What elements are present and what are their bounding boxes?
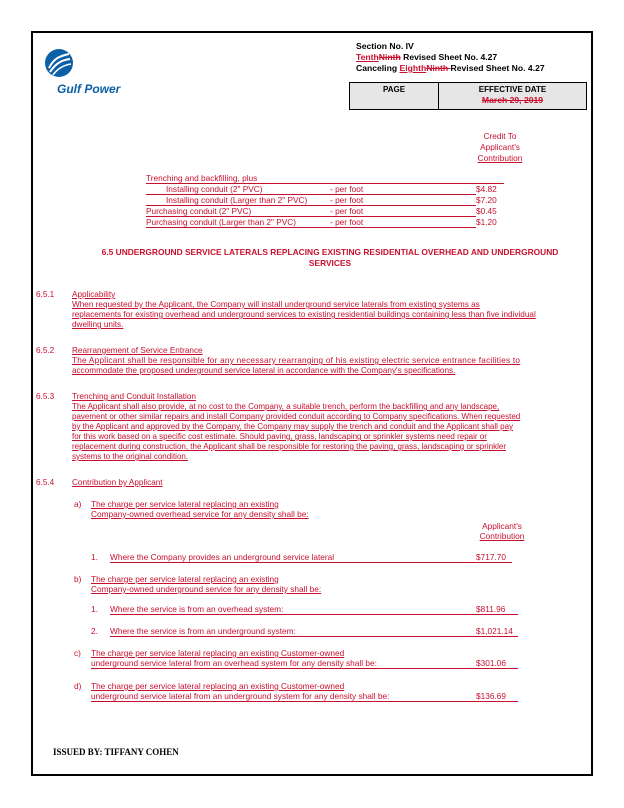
item-d-row (91, 691, 518, 702)
section-6-5-3-title: Trenching and Conduit Installation (72, 392, 196, 401)
logo-text: Gulf Power (57, 82, 121, 96)
effective-date-box (438, 82, 587, 110)
item-b-label: b) (74, 574, 82, 584)
credit-row-label: Installing conduit (Larger than 2" PVC) (166, 195, 308, 205)
item-c-text (91, 648, 518, 669)
sheet-suffix: Revised Sheet No. 4.27 (400, 52, 498, 62)
section-title (60, 247, 600, 269)
credit-heading-3: Contribution (477, 153, 523, 163)
section-6-5-1-number: 6.5.1 (36, 290, 55, 299)
credit-row (146, 184, 497, 195)
credit-row-label: Purchasing conduit (2" PVC) (146, 206, 252, 216)
item-b2-row (110, 626, 518, 637)
credit-row-label: Installing conduit (2" PVC) (166, 184, 263, 194)
credit-row-label: Trenching and backfilling, plus (146, 173, 258, 183)
page-box (349, 82, 439, 110)
gulf-power-logo (44, 48, 164, 98)
credit-row (146, 173, 504, 184)
cancel-prefix: Canceling (356, 63, 400, 73)
item-line: underground service lateral from an overhead system for any density shall be: (91, 658, 377, 668)
applicant-contribution-heading (472, 521, 532, 541)
item-line: The charge per service lateral replacing an existing Customer-owned (91, 681, 345, 691)
section-6-5-2-body (72, 356, 588, 376)
item-a-label: a) (74, 499, 82, 509)
heading-line: Applicant's (482, 521, 522, 531)
item-b-text (91, 574, 321, 594)
section-6-5-2-title: Rearrangement of Service Entrance (72, 346, 203, 355)
heading-line: Contribution (479, 531, 525, 541)
item-line: underground service lateral from an underground system for any density shall be: (91, 691, 390, 701)
gulf-power-logo-icon (44, 48, 74, 78)
credit-row-label: Purchasing conduit (Larger than 2" PVC) (146, 217, 297, 227)
canceling-line (356, 63, 545, 74)
item-b1-number: 1. (91, 604, 98, 614)
section-number: Section No. IV (356, 41, 414, 51)
issued-by: ISSUED BY: TIFFANY COHEN (53, 747, 179, 757)
body-line: for this work based on a specific cost estimate. Should paving, grass, landscaping or sprinkler systems need repair or (72, 432, 487, 441)
body-line: pavement or other similar repairs and install Company provided conduit according to Company specifications. When requested (72, 412, 521, 421)
item-line: Company-owned overhead service for any density shall be: (91, 509, 309, 519)
item-b1-value: $811.96 (476, 604, 506, 614)
cancel-old-ordinal: Ninth (426, 63, 451, 73)
credit-row-value: $4.82 (476, 184, 497, 194)
credit-row-unit: - per foot (330, 217, 364, 227)
credit-row-unit: - per foot (330, 184, 364, 194)
sheet-line (356, 52, 497, 63)
section-6-5-1-body (72, 300, 588, 330)
credit-row (146, 206, 497, 217)
sheet-new-ordinal: Tenth (356, 52, 379, 62)
item-d-label: d) (74, 681, 82, 691)
item-b1-row (110, 604, 518, 615)
item-line: Company-owned underground service for any density shall be: (91, 584, 322, 594)
item-b2-value: $1,021.14 (476, 626, 513, 636)
body-line: The Applicant shall also provide, at no cost to the Company, a suitable trench, perform the backfilling and any landscape, (72, 402, 500, 411)
credit-row-unit: - per foot (330, 195, 364, 205)
body-line: by the Applicant and approved by the Company, the Company may supply the trench and conduit and the Applicant shall pay (72, 422, 514, 431)
section-6-5-1-title: Applicability (72, 290, 116, 299)
body-line: dwelling units. (72, 320, 124, 329)
item-a1-value: $717.70 (476, 552, 506, 562)
body-line: systems to the original condition. (72, 452, 189, 461)
cancel-suffix: Revised Sheet No. 4.27 (450, 63, 545, 73)
section-title-line1: 6.5 UNDERGROUND SERVICE LATERALS REPLACING EXISTING RESIDENTIAL OVERHEAD AND UNDERGROUND (101, 247, 559, 257)
item-b2-text: Where the service is from an underground system: (110, 626, 296, 636)
section-6-5-2-number: 6.5.2 (36, 346, 55, 355)
item-c-value: $301.06 (476, 658, 506, 668)
section-title-line2: SERVICES (308, 258, 352, 268)
item-b2-number: 2. (91, 626, 98, 636)
item-a1-row (110, 552, 512, 563)
section-6-5-4-number: 6.5.4 (36, 478, 55, 487)
item-d-text (91, 681, 518, 702)
item-a1-number: 1. (91, 552, 98, 562)
section-6-5-3-number: 6.5.3 (36, 392, 55, 401)
credit-row (146, 217, 497, 228)
section-6-5-4-title: Contribution by Applicant (72, 478, 163, 487)
item-line: The charge per service lateral replacing an existing (91, 499, 279, 509)
section-6-5-3-body (72, 402, 588, 462)
credit-row-value: $7.20 (476, 195, 497, 205)
body-line: replacements for existing overhead and underground services to existing residential buildings containing less than five individual (72, 310, 536, 319)
body-line: accommodate the proposed underground service lateral in accordance with the Company's specifications. (72, 366, 456, 375)
body-line: The Applicant shall be responsible for any necessary rearranging of his existing electric service entrance facilities to (72, 356, 521, 365)
credit-row-value: $1.20 (476, 217, 497, 227)
page-label: PAGE (382, 85, 406, 94)
credit-heading-1: Credit To (483, 131, 517, 141)
item-a-text (91, 499, 309, 519)
sheet-old-ordinal: Ninth (378, 52, 401, 62)
body-line: When requested by the Applicant, the Company will install underground service laterals from existing systems as (72, 300, 480, 309)
item-a1-text: Where the Company provides an underground service lateral (110, 552, 335, 562)
credit-row-unit: - per foot (330, 206, 364, 216)
item-line: The charge per service lateral replacing an existing Customer-owned (91, 648, 345, 658)
item-b1-text: Where the service is from an overhead system: (110, 604, 284, 614)
credit-heading-2: Applicant's (480, 142, 520, 152)
body-line: replacement during construction, the Applicant shall be responsible for restoring the paving, grass, landscaping or sprinkler (72, 442, 507, 451)
credit-row (146, 195, 497, 206)
item-line: The charge per service lateral replacing an existing (91, 574, 279, 584)
effective-date: March 29, 2019 (481, 95, 544, 105)
credit-row-value: $0.45 (476, 206, 497, 216)
cancel-new-ordinal: Eighth (399, 63, 427, 73)
item-c-label: c) (74, 648, 81, 658)
effective-date-label: EFFECTIVE DATE (478, 85, 547, 94)
item-c-row (91, 658, 518, 669)
item-d-value: $136.69 (476, 691, 506, 701)
